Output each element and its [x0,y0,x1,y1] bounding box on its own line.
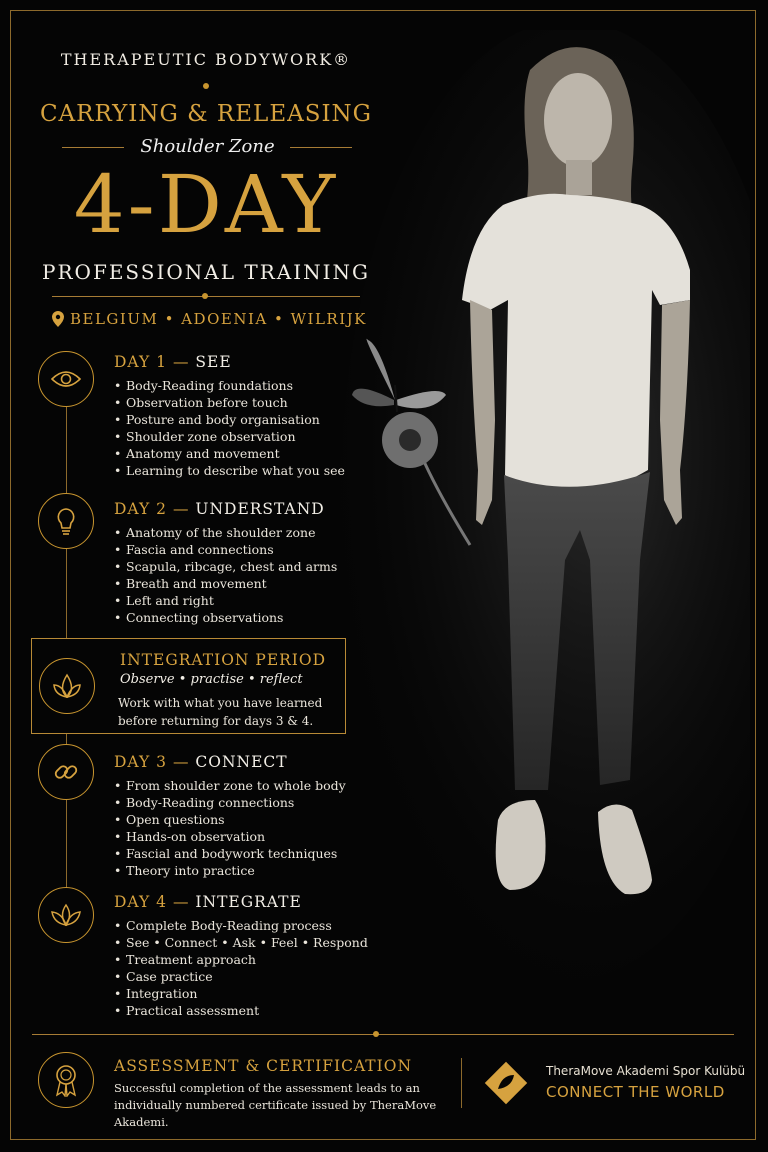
divider-line [290,147,352,148]
list-item: • See • Connect • Ask • Feel • Respond [114,934,368,951]
day-3-list [114,777,346,879]
list-item: • Connecting observations [114,609,337,626]
divider-dot [373,1031,379,1037]
integration-text: Work with what you have learned before returning for days 3 & 4. [118,696,323,728]
lightbulb-icon [38,493,94,549]
list-item: • Integration [114,985,368,1002]
duration-title: 4-DAY [73,158,339,251]
woman-photo [330,30,750,1030]
list-item: • Open questions [114,811,346,828]
list-item: • Anatomy of the shoulder zone [114,524,337,541]
location-pin-icon [52,311,64,327]
list-item: • Learning to describe what you see [114,462,345,479]
list-item: • Theory into practice [114,862,346,879]
list-item: • Practical assessment [114,1002,368,1019]
list-item: • Body-Reading connections [114,794,346,811]
flower-graphic [382,412,438,468]
eye-icon [38,351,94,407]
list-item: • Posture and body organisation [114,411,345,428]
footer-divider [461,1058,462,1108]
award-ribbon-icon [38,1052,94,1108]
integration-subtitle: Observe • practise • reflect [120,672,303,687]
divider-line [32,1034,734,1035]
list-item: • Hands-on observation [114,828,346,845]
list-item: • Treatment approach [114,951,368,968]
list-item: • Breath and movement [114,575,337,592]
day-2-section [114,500,337,626]
list-item: • From shoulder zone to whole body [114,777,346,794]
chain-link-icon [38,744,94,800]
leaf-icon [39,658,95,714]
course-title: CARRYING & RELEASING [39,101,373,127]
brand-name: THERAPEUTIC BODYWORK® [60,50,352,69]
list-item: • Observation before touch [114,394,345,411]
list-item: • Anatomy and movement [114,445,345,462]
list-item: • Body-Reading foundations [114,377,345,394]
day-4-section [114,893,368,1019]
day-3-section [114,753,346,879]
organization-name: TheraMove Akademi Spor Kulübü [546,1064,746,1078]
day-1-heading: DAY 1 — SEE [114,353,232,371]
location [52,310,367,328]
assessment-title: ASSESSMENT & CERTIFICATION [114,1057,413,1075]
day-4-heading: DAY 4 — INTEGRATE [114,893,302,911]
theramove-logo [484,1061,528,1105]
day-1-list [114,377,345,479]
day-4-list [114,917,368,1019]
list-item: • Complete Body-Reading process [114,917,368,934]
divider-line [62,147,124,148]
day-2-heading: DAY 2 — UNDERSTAND [114,500,325,518]
divider-dot [202,293,208,299]
day-1-section [114,353,345,479]
list-item: • Fascial and bodywork techniques [114,845,346,862]
day-2-list [114,524,337,626]
day-3-heading: DAY 3 — CONNECT [114,753,288,771]
location-text: BELGIUM • ADOENIA • WILRIJK [70,310,367,328]
list-item: • Fascia and connections [114,541,337,558]
assessment-text: Successful completion of the assessment leads to an individually numbered certificate issued by TheraMove Akademi. [114,1081,437,1129]
list-item: • Case practice [114,968,368,985]
motto: CONNECT THE WORLD [546,1083,725,1101]
list-item: • Shoulder zone observation [114,428,345,445]
training-tagline: PROFESSIONAL TRAINING [42,260,370,284]
list-item: • Left and right [114,592,337,609]
course-subtitle: Shoulder Zone [140,136,275,157]
integration-period-box [31,638,346,734]
divider-dot [203,83,209,89]
integration-title: INTEGRATION PERIOD [120,651,327,669]
lotus-icon [38,887,94,943]
list-item: • Scapula, ribcage, chest and arms [114,558,337,575]
